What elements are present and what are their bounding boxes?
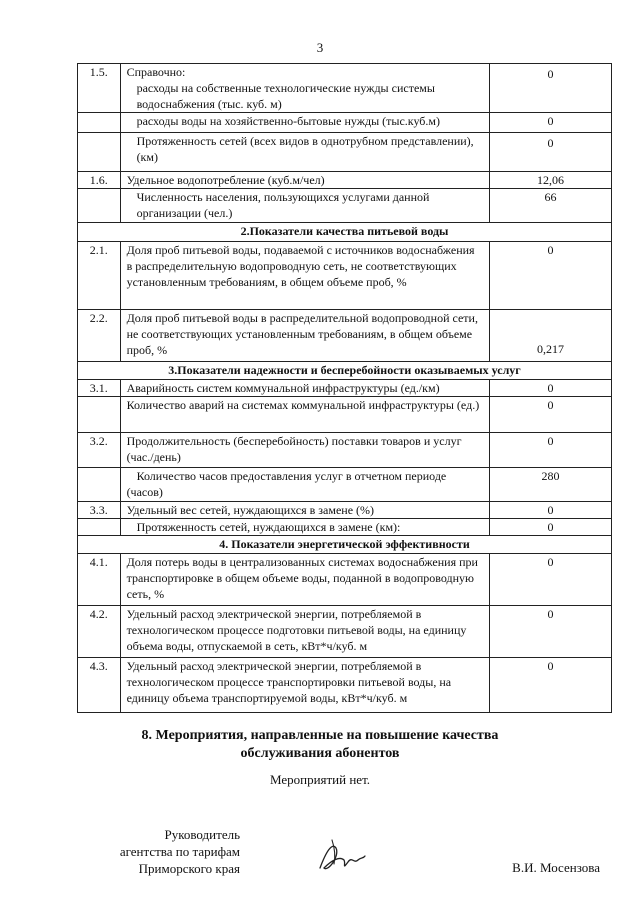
row-value: 0 bbox=[490, 658, 612, 713]
row-description: Протяженность сетей, нуждающихся в замене (км): bbox=[120, 519, 490, 536]
row-description-line: Справочно: bbox=[126, 65, 186, 79]
row-description: Удельный расход электрической энергии, потребляемой в технологическом процессе подготовки питьевой воды, на единицу объема воды, отпускаемой в сеть, кВт*ч/куб. м bbox=[120, 606, 490, 658]
section-title: 4. Показатели энергетической эффективности bbox=[78, 536, 612, 554]
row-number: 3.2. bbox=[78, 433, 121, 468]
signatory-title-line: Руководитель bbox=[164, 827, 240, 842]
row-description: Аварийность систем коммунальной инфраструктуры (ед./км) bbox=[120, 380, 490, 397]
indicators-table bbox=[77, 63, 612, 713]
table-row bbox=[78, 502, 612, 519]
row-number: 1.5. bbox=[78, 64, 121, 113]
section-heading bbox=[0, 727, 640, 763]
row-value: 0 bbox=[490, 606, 612, 658]
table-row bbox=[78, 172, 612, 189]
row-number bbox=[78, 397, 121, 433]
row-description: Доля проб питьевой воды в распределительной водопроводной сети, не соответствующих установленным требованиям, в общем объеме проб, % bbox=[120, 310, 490, 362]
row-value: 66 bbox=[490, 189, 612, 223]
row-description-line: расходы на собственные технологические нужды системы водоснабжения (тыс. куб. м) bbox=[136, 81, 435, 111]
table-row bbox=[78, 433, 612, 468]
table-row bbox=[78, 397, 612, 433]
table-row bbox=[78, 554, 612, 606]
row-description: расходы воды на хозяйственно-бытовые нужды (тыс.куб.м) bbox=[120, 113, 490, 133]
row-description: Удельный вес сетей, нуждающихся в замене (%) bbox=[120, 502, 490, 519]
row-description: Количество аварий на системах коммунальной инфраструктуры (ед.) bbox=[120, 397, 490, 433]
row-number bbox=[78, 519, 121, 536]
table-row bbox=[78, 519, 612, 536]
row-value: 0 bbox=[490, 554, 612, 606]
row-description bbox=[120, 468, 490, 502]
section-header-row bbox=[78, 223, 612, 242]
row-number: 2.2. bbox=[78, 310, 121, 362]
row-number bbox=[78, 468, 121, 502]
row-number: 2.1. bbox=[78, 242, 121, 310]
table-row bbox=[78, 113, 612, 133]
table-row bbox=[78, 658, 612, 713]
table-row bbox=[78, 468, 612, 502]
row-number: 4.2. bbox=[78, 606, 121, 658]
signatory-title-line: агентства по тарифам bbox=[119, 844, 240, 859]
row-value: 0 bbox=[490, 380, 612, 397]
row-description: Удельный расход электрической энергии, потребляемой в технологическом процессе транспортировки питьевой воды, на единицу объема транспортируемой воды, кВт*ч/куб. м bbox=[120, 658, 490, 713]
row-description: Продолжительность (бесперебойность) поставки товаров и услуг (час./день) bbox=[120, 433, 490, 468]
signatory-title bbox=[80, 826, 240, 877]
row-description: Численность населения, пользующихся услугами данной организации (чел.) bbox=[120, 189, 490, 223]
row-number bbox=[78, 133, 121, 172]
row-value: 0 bbox=[490, 519, 612, 536]
signatory-name: В.И. Мосензова bbox=[512, 860, 600, 875]
row-value: 0 bbox=[490, 502, 612, 519]
section-title: 3.Показатели надежности и бесперебойности оказываемых услуг bbox=[78, 362, 612, 380]
table-row bbox=[78, 380, 612, 397]
row-value: 0,217 bbox=[490, 310, 612, 362]
handwritten-signature bbox=[318, 838, 368, 876]
row-value: 0 bbox=[490, 433, 612, 468]
row-value: 12,06 bbox=[490, 172, 612, 189]
row-value: 0 bbox=[490, 397, 612, 433]
row-number: 3.3. bbox=[78, 502, 121, 519]
table-row bbox=[78, 310, 612, 362]
row-number: 3.1. bbox=[78, 380, 121, 397]
row-number: 4.1. bbox=[78, 554, 121, 606]
row-number bbox=[78, 113, 121, 133]
row-description-text: Количество часов предоставления услуг в отчетном периоде (часов) bbox=[126, 469, 447, 499]
row-value: 0 bbox=[490, 242, 612, 310]
row-value: 0 bbox=[490, 64, 612, 113]
signatory-title-line: Приморского края bbox=[138, 861, 240, 876]
row-description: Доля проб питьевой воды, подаваемой с источников водоснабжения в распределительную водопроводную сеть, не соответствующих установленным требованиям, в общем объеме проб, % bbox=[120, 242, 490, 310]
section-header-row bbox=[78, 536, 612, 554]
row-number: 4.3. bbox=[78, 658, 121, 713]
page-number: 3 bbox=[316, 40, 324, 55]
row-description: Протяженность сетей (всех видов в однотрубном представлении), (км) bbox=[120, 133, 490, 172]
table-row bbox=[78, 606, 612, 658]
section-title: 2.Показатели качества питьевой воды bbox=[78, 223, 612, 242]
row-description: Удельное водопотребление (куб.м/чел) bbox=[120, 172, 490, 189]
section-heading-line: обслуживания абонентов bbox=[240, 746, 400, 761]
row-value: 280 bbox=[490, 468, 612, 502]
row-value: 0 bbox=[490, 133, 612, 172]
row-description bbox=[120, 64, 490, 113]
no-measures-text: Мероприятий нет. bbox=[269, 772, 371, 787]
row-number bbox=[78, 189, 121, 223]
row-value: 0 bbox=[490, 113, 612, 133]
section-heading-line: 8. Мероприятия, направленные на повышение качества bbox=[141, 728, 499, 743]
table-row bbox=[78, 242, 612, 310]
row-number: 1.6. bbox=[78, 172, 121, 189]
table-row bbox=[78, 189, 612, 223]
table-row bbox=[78, 133, 612, 172]
section-header-row bbox=[78, 362, 612, 380]
row-description: Доля потерь воды в централизованных системах водоснабжения при транспортировке в общем объеме воды, поданной в водопроводную сеть, % bbox=[120, 554, 490, 606]
table-row bbox=[78, 64, 612, 113]
